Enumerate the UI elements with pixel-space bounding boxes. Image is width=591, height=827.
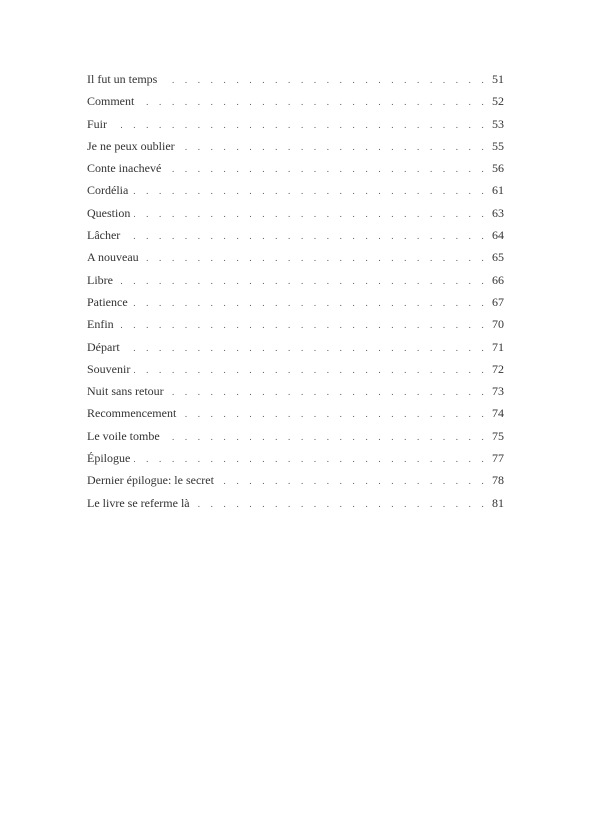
toc-entry[interactable]: [87, 293, 504, 315]
dot-leader: [164, 428, 488, 446]
toc-entry-page: 51: [492, 72, 504, 86]
toc-entry-title: Question: [87, 205, 131, 220]
toc-entry-title: Libre: [87, 272, 113, 287]
toc-entry-title: Épilogue: [87, 451, 131, 466]
toc-entry-title: Je ne peux oublier: [87, 138, 175, 153]
toc-entry-page: 73: [492, 384, 504, 399]
toc-entry-title: Il fut un temps: [87, 72, 158, 86]
toc-entry-page: 78: [492, 473, 504, 488]
dot-leader: [161, 71, 488, 89]
toc-entry-page: 72: [492, 361, 504, 376]
dot-leader: [138, 93, 488, 111]
toc-entry[interactable]: [87, 204, 504, 226]
toc-entry[interactable]: [87, 494, 504, 516]
dot-leader: [111, 116, 488, 134]
dot-leader: [124, 339, 488, 357]
toc-entry-page: 55: [492, 138, 504, 153]
dot-leader: [165, 160, 488, 178]
dot-leader: [179, 138, 488, 156]
toc-entry-title: Fuir: [87, 116, 108, 131]
toc-entry[interactable]: [87, 382, 504, 404]
toc-entry[interactable]: [87, 181, 504, 203]
toc-entry-title: Conte inachevé: [87, 161, 162, 176]
toc-entry-title: Lâcher: [87, 228, 121, 243]
toc-entry-title: Souvenir: [87, 361, 131, 376]
dot-leader: [132, 182, 488, 200]
toc-entry-page: 67: [492, 294, 504, 309]
dot-leader: [118, 316, 488, 334]
toc-entry-title: Cordélia: [87, 183, 129, 198]
toc-entry-page: 81: [492, 495, 504, 510]
table-of-contents: [87, 70, 504, 516]
dot-leader: [132, 294, 488, 312]
toc-entry-title: Dernier épilogue: le secret: [87, 473, 214, 488]
toc-entry[interactable]: [87, 427, 504, 449]
dot-leader: [134, 205, 488, 223]
toc-entry-page: 75: [492, 428, 504, 443]
toc-entry-page: 52: [492, 94, 504, 109]
toc-entry[interactable]: [87, 226, 504, 248]
toc-entry-page: 63: [492, 205, 504, 220]
toc-entry-title: Le livre se referme là: [87, 495, 190, 510]
toc-entry[interactable]: [87, 338, 504, 360]
dot-leader: [117, 272, 488, 290]
toc-entry-page: 65: [492, 250, 504, 265]
dot-leader: [134, 361, 488, 379]
toc-entry-title: Nuit sans retour: [87, 384, 164, 399]
dot-leader: [180, 405, 488, 423]
toc-entry-title: Le voile tombe: [87, 428, 160, 443]
toc-entry[interactable]: [87, 137, 504, 159]
toc-entry[interactable]: [87, 92, 504, 114]
dot-leader: [134, 450, 488, 468]
dot-leader: [143, 249, 488, 267]
toc-entry[interactable]: [87, 159, 504, 181]
toc-entry-title: Recommencement: [87, 406, 177, 421]
dot-leader: [168, 383, 488, 401]
toc-entry[interactable]: [87, 115, 504, 137]
toc-entry[interactable]: [87, 70, 504, 92]
toc-entry-title: A nouveau: [87, 250, 139, 265]
toc-entry-page: 53: [492, 116, 504, 131]
toc-entry-page: 66: [492, 272, 504, 287]
toc-entry-title: Comment: [87, 94, 135, 109]
toc-entry[interactable]: [87, 248, 504, 270]
toc-entry-page: 70: [492, 317, 504, 332]
dot-leader: [124, 227, 488, 245]
toc-entry[interactable]: [87, 271, 504, 293]
dot-leader: [218, 472, 488, 490]
toc-entry-page: 56: [492, 161, 504, 176]
dot-leader: [194, 495, 488, 513]
toc-entry-title: Enfin: [87, 317, 114, 332]
toc-entry-page: 64: [492, 228, 504, 243]
toc-entry[interactable]: [87, 360, 504, 382]
toc-entry-page: 77: [492, 451, 504, 466]
toc-entry[interactable]: [87, 315, 504, 337]
toc-entry-page: 61: [492, 183, 504, 198]
toc-entry[interactable]: [87, 449, 504, 471]
toc-entry[interactable]: [87, 404, 504, 426]
toc-entry[interactable]: [87, 471, 504, 493]
toc-entry-title: Départ: [87, 339, 120, 354]
toc-entry-page: 74: [492, 406, 504, 421]
toc-entry-page: 71: [492, 339, 504, 354]
toc-entry-title: Patience: [87, 294, 128, 309]
